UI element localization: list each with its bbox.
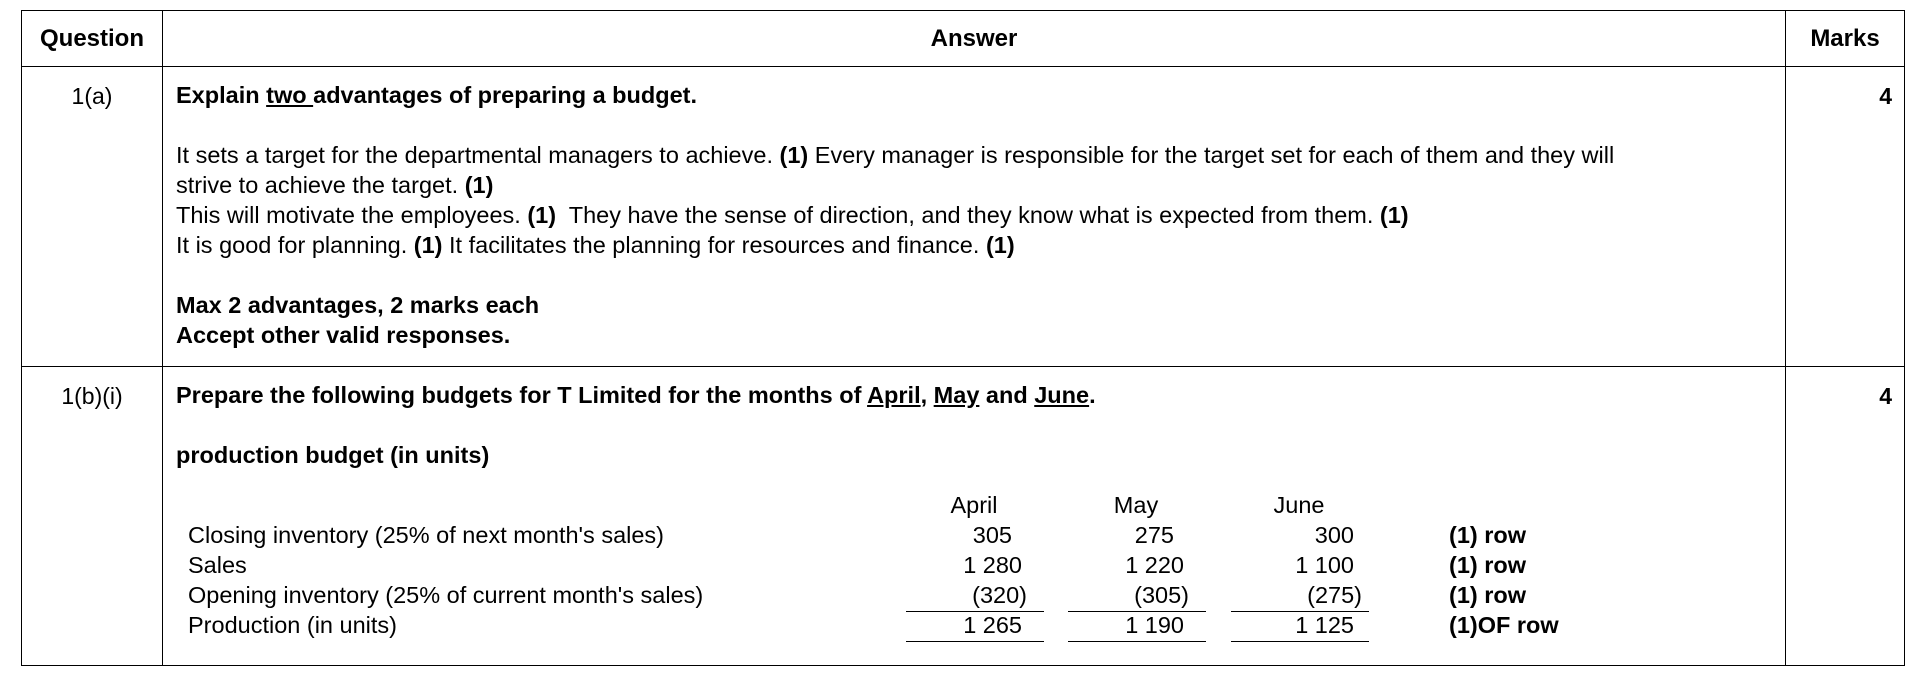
total-rule xyxy=(906,641,1044,642)
mark-indicator: (1) xyxy=(464,172,494,198)
answer-text: It is good for planning. xyxy=(176,232,414,258)
marks-value: 4 xyxy=(1786,367,1905,666)
marks-value: 4 xyxy=(1786,67,1905,367)
marks-header: Marks xyxy=(1786,11,1905,67)
row-label: Production (in units) xyxy=(188,612,397,638)
row-mark: (1) row xyxy=(1449,582,1527,608)
column-header-april: April xyxy=(950,492,998,518)
cell-value: (305) xyxy=(1134,582,1189,608)
marking-note: Max 2 advantages, 2 marks each xyxy=(176,292,540,318)
column-header-may: May xyxy=(1113,492,1159,518)
cell-value: 305 xyxy=(972,522,1012,548)
prompt-text: and xyxy=(979,382,1035,408)
answer-text: They have the sense of direction, and they know what is expected from them. xyxy=(556,202,1380,228)
cell-value: 1 190 xyxy=(1125,612,1184,638)
marking-note: Accept other valid responses. xyxy=(176,322,511,348)
cell-value: (275) xyxy=(1307,582,1362,608)
answer-text: Every manager is responsible for the target set for each of them and they will xyxy=(808,142,1615,168)
month-emphasis: May xyxy=(933,382,980,408)
question-number: 1(b)(i) xyxy=(22,367,163,666)
prompt-text: Prepare the following budgets for T Limited for the months of xyxy=(176,382,868,408)
production-budget-table xyxy=(176,490,1785,650)
answer-cell xyxy=(163,67,1786,367)
month-emphasis: April xyxy=(867,382,921,408)
answer-line xyxy=(176,200,1785,230)
question-row-1a xyxy=(22,67,1905,367)
column-header-june: June xyxy=(1273,492,1325,518)
row-label: Closing inventory (25% of next month's sales) xyxy=(188,522,665,548)
mark-indicator: (1) xyxy=(985,232,1015,258)
question-row-1bi xyxy=(22,367,1905,666)
prompt-text: . xyxy=(1089,382,1096,408)
question-number: 1(a) xyxy=(22,67,163,367)
mark-indicator: (1) xyxy=(779,142,809,168)
total-rule xyxy=(1068,641,1206,642)
month-emphasis: June xyxy=(1034,382,1090,408)
answer-text: It sets a target for the departmental managers to achieve. xyxy=(176,142,780,168)
mark-indicator: (1) xyxy=(1379,202,1409,228)
prompt-emphasis: two xyxy=(266,82,314,108)
question-prompt xyxy=(176,380,1785,410)
cell-value: 275 xyxy=(1134,522,1174,548)
mark-indicator: (1) xyxy=(527,202,557,228)
answer-header: Answer xyxy=(163,11,1786,67)
answer-text: strive to achieve the target. xyxy=(176,172,465,198)
cell-value: 1 100 xyxy=(1295,552,1354,578)
prompt-text: advantages of preparing a budget. xyxy=(313,82,698,108)
cell-value: 1 220 xyxy=(1125,552,1184,578)
answer-line xyxy=(176,170,1785,200)
answer-line xyxy=(176,140,1785,170)
mark-scheme-table xyxy=(21,10,1905,666)
cell-value: 300 xyxy=(1314,522,1354,548)
cell-value: (320) xyxy=(972,582,1027,608)
total-rule xyxy=(1231,641,1369,642)
row-label: Sales xyxy=(188,552,247,578)
question-prompt xyxy=(176,80,1785,110)
cell-value: 1 125 xyxy=(1295,612,1354,638)
cell-value: 1 265 xyxy=(963,612,1022,638)
answer-text: This will motivate the employees. xyxy=(176,202,528,228)
row-mark: (1) row xyxy=(1449,522,1527,548)
row-mark: (1)OF row xyxy=(1449,612,1559,638)
budget-subheading: production budget (in units) xyxy=(176,442,490,468)
prompt-text: , xyxy=(920,382,934,408)
row-label: Opening inventory (25% of current month's sales) xyxy=(188,582,704,608)
mark-indicator: (1) xyxy=(413,232,443,258)
prompt-text: Explain xyxy=(176,82,267,108)
question-header: Question xyxy=(22,11,163,67)
answer-line xyxy=(176,230,1785,260)
row-mark: (1) row xyxy=(1449,552,1527,578)
answer-text: It facilitates the planning for resources and finance. xyxy=(442,232,986,258)
cell-value: 1 280 xyxy=(963,552,1022,578)
answer-cell xyxy=(163,367,1786,666)
header-row xyxy=(22,11,1905,67)
